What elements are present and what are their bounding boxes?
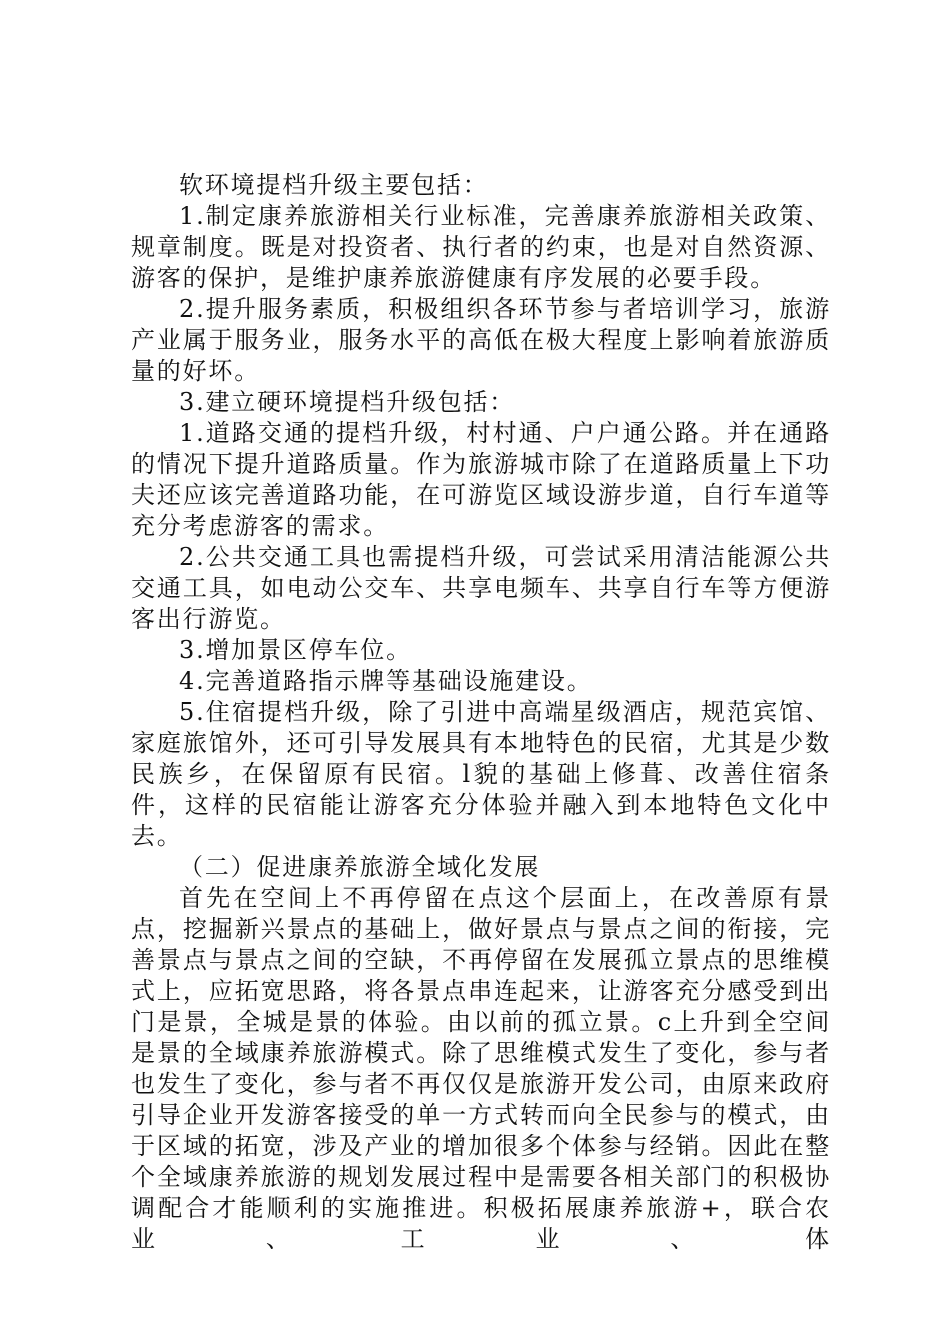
paragraph-intro: 软环境提档升级主要包括： — [179, 171, 489, 199]
paragraph-roads: 1.道路交通的提档升级，村村通、户户通公路。并在通路的情况下提升道路质量。作为旅游城市除了在道路质量上下功夫还应该完善道路功能，在可游览区域设游步道，自行车道等充分考虑游客的需求。 — [131, 419, 831, 540]
paragraph-signage: 4.完善道路指示牌等基础设施建设。 — [179, 667, 593, 695]
paragraph-public-transport: 2.公共交通工具也需提档升级，可尝试采用清洁能源公共交通工具，如电动公交车、共享电频车、共享自行车等方便游客出行游览。 — [131, 543, 831, 633]
document-body — [131, 170, 831, 1255]
paragraph-all-region: 首先在空间上不再停留在点这个层面上，在改善原有景点，挖掘新兴景点的基础上，做好景点与景点之间的衔接，完善景点与景点之间的空缺，不再停留在发展孤立景点的思维模式上，应拓宽思路，将各景点串连起来，让游客充分感受到出门是景，全城是景的体验。由以前的孤立景。c上升到全空间是景的全域康养旅游模式。除了思维模式发生了变化，参与者也发生了变化，参与者不再仅仅是旅游开发公司，由原来政府引导企业开发游客接受的单一方式转而向全民参与的模式，由于区域的拓宽，涉及产业的增加很多个体参与经销。因此在整个全域康养旅游的规划发展过程中是需要各相关部门的积极协调配合才能顺利的实施推进。积极拓展康养旅游+，联合农业、工业、体 — [131, 884, 831, 1253]
section-heading: （二）促进康养旅游全域化发展 — [179, 853, 541, 881]
paragraph-standards: 1.制定康养旅游相关行业标准，完善康养旅游相关政策、规章制度。既是对投资者、执行者的约束，也是对自然资源、游客的保护，是维护康养旅游健康有序发展的必要手段。 — [131, 202, 831, 292]
paragraph-hard-environment: 3.建立硬环境提档升级包括： — [179, 388, 516, 416]
paragraph-lodging: 5.住宿提档升级，除了引进中高端星级酒店，规范宾馆、家庭旅馆外，还可引导发展具有本地特色的民宿，尤其是少数民族乡，在保留原有民宿。l貌的基础上修葺、改善住宿条件，这样的民宿能让游客充分体验并融入到本地特色文化中去。 — [131, 698, 831, 850]
paragraph-parking: 3.增加景区停车位。 — [179, 636, 412, 664]
paragraph-service: 2.提升服务素质，积极组织各环节参与者培训学习，旅游产业属于服务业，服务水平的高低在极大程度上影响着旅游质量的好坏。 — [131, 295, 831, 385]
